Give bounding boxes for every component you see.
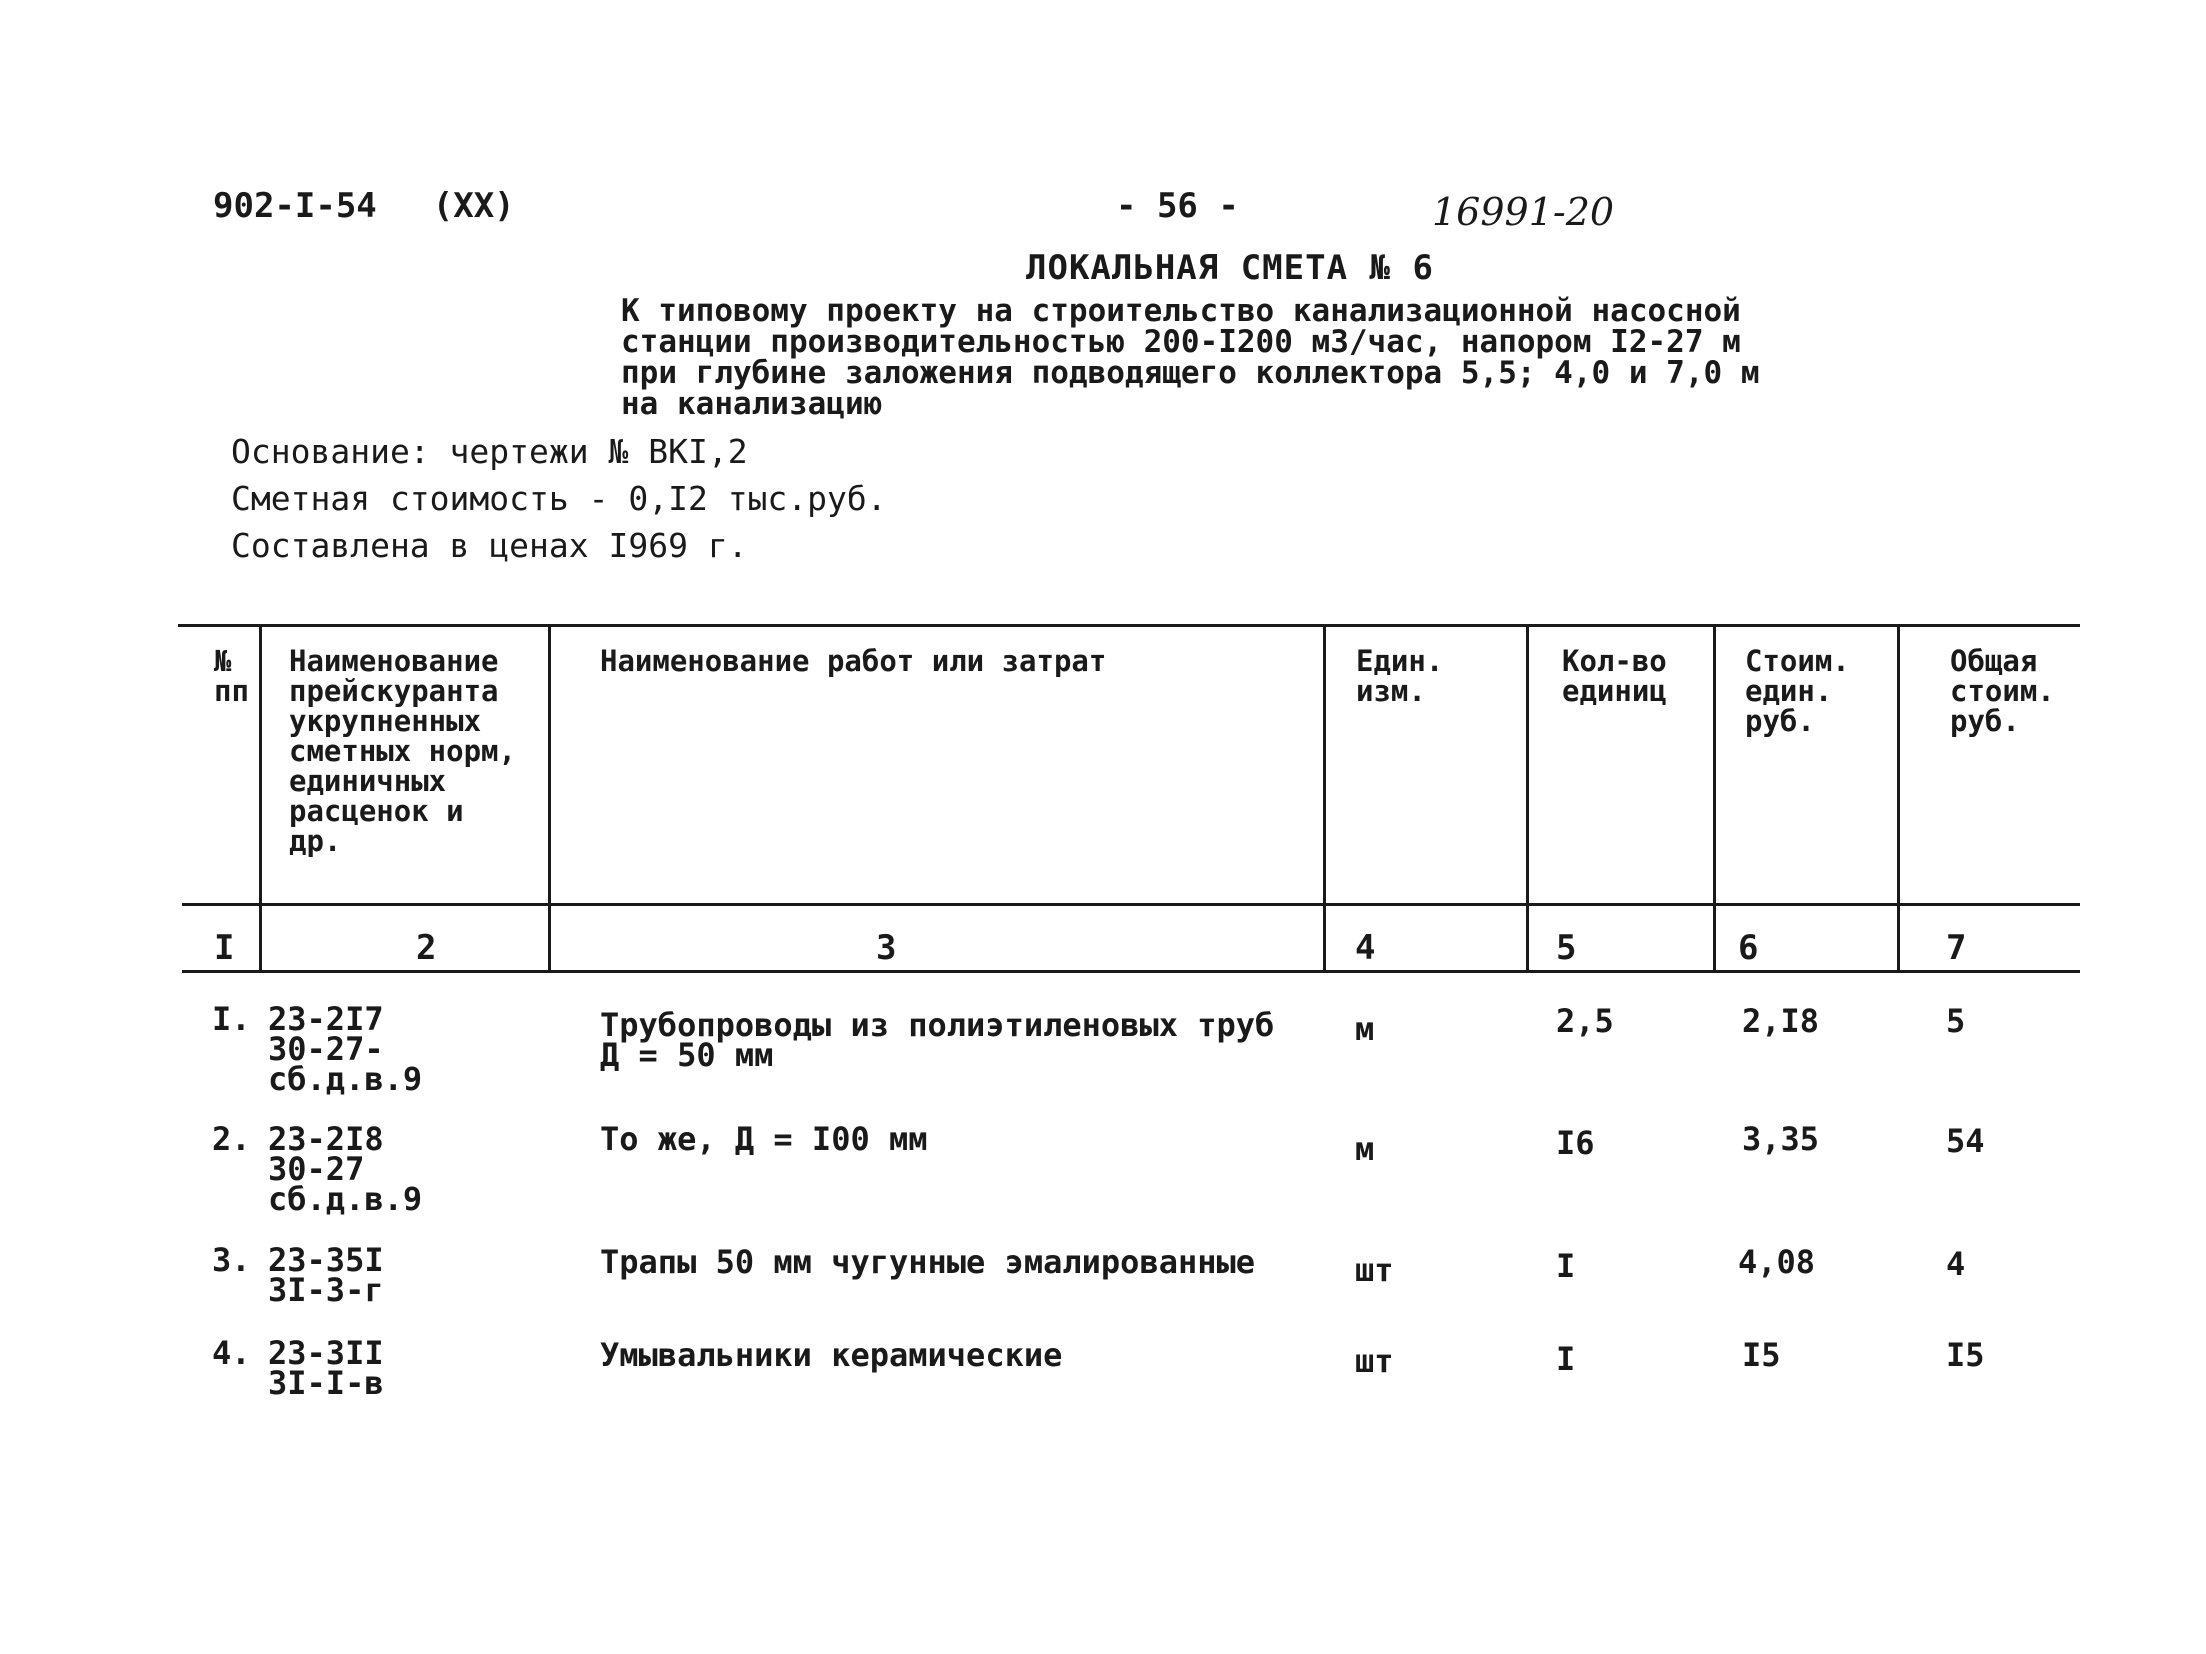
table-top-rule	[178, 624, 2080, 627]
row-unit: шт	[1355, 1342, 1394, 1380]
column-divider	[1713, 627, 1716, 971]
header-cell-unit: Един. изм.	[1356, 644, 1444, 708]
column-divider	[548, 627, 551, 971]
header-cell-pricelist: Наименование прейскуранта укрупненных сметных норм, единичных расценок и др.	[289, 644, 516, 858]
header-cell-quantity: Кол-во единиц	[1562, 644, 1667, 708]
header-cell-number: № пп	[214, 644, 249, 708]
document-subtitle	[621, 293, 1760, 422]
column-number: 2	[416, 928, 437, 968]
row-name: То же, Д = I00 мм	[600, 1120, 928, 1158]
row-total: 4	[1946, 1245, 1966, 1283]
basis-text: Основание: чертежи № ВКI,2	[231, 432, 748, 471]
column-number: 4	[1355, 928, 1376, 968]
prices-text: Составлена в ценах I969 г.	[231, 526, 748, 565]
row-quantity: I	[1556, 1340, 1576, 1378]
row-quantity: 2,5	[1556, 1002, 1614, 1040]
row-number: I.	[212, 1000, 251, 1038]
row-number: 4.	[212, 1334, 251, 1372]
subtitle-line: при глубине заложения подводящего коллектора 5,5; 4,0 и 7,0 м	[621, 355, 1760, 391]
cost-text: Сметная стоимость - 0,I2 тыс.руб.	[231, 479, 887, 518]
subtitle-line: на канализацию	[621, 386, 883, 422]
column-divider	[1526, 627, 1529, 971]
row-unit-cost: I5	[1742, 1336, 1781, 1374]
row-total: 54	[1946, 1122, 1985, 1160]
subtitle-line: станции производительностью 200-I200 м3/час, напором I2-27 м	[621, 324, 1741, 360]
doc-code-roman: (XX)	[432, 186, 515, 226]
row-name: Умывальники керамические	[600, 1336, 1063, 1374]
header-cell-unit-cost: Стоим. един. руб.	[1745, 644, 1850, 738]
row-quantity: I6	[1556, 1124, 1595, 1162]
document-title: ЛОКАЛЬНАЯ СМЕТА № 6	[1026, 248, 1434, 288]
header-cell-total-cost: Общая стоим. руб.	[1950, 644, 2055, 738]
row-unit-cost: 3,35	[1742, 1120, 1820, 1158]
table-number-rule	[182, 970, 2080, 973]
row-number: 2.	[212, 1120, 251, 1158]
row-name: Трапы 50 мм чугунные эмалированные	[600, 1243, 1256, 1281]
row-unit: м	[1355, 1130, 1375, 1168]
table-header-rule	[182, 903, 2080, 906]
row-quantity: I	[1556, 1247, 1576, 1285]
page-number: - 56 -	[1116, 186, 1239, 226]
column-number: 6	[1738, 928, 1759, 968]
row-code: 23-35I 3I-3-г	[268, 1241, 384, 1309]
column-divider	[1897, 627, 1900, 971]
row-code: 23-2I7 30-27- сб.д.в.9	[268, 1000, 423, 1098]
row-code: 23-3II 3I-I-в	[268, 1334, 384, 1402]
column-number: 3	[876, 928, 897, 968]
header-cell-work-name: Наименование работ или затрат	[600, 644, 1107, 678]
row-code: 23-2I8 30-27 сб.д.в.9	[268, 1120, 423, 1218]
column-divider	[1323, 627, 1326, 971]
row-total: 5	[1946, 1002, 1966, 1040]
row-unit: м	[1355, 1010, 1375, 1048]
row-unit: шт	[1355, 1251, 1394, 1289]
row-unit-cost: 4,08	[1738, 1243, 1816, 1281]
column-number: 5	[1556, 928, 1577, 968]
column-divider	[259, 627, 262, 971]
row-total: I5	[1946, 1336, 1985, 1374]
row-unit-cost: 2,I8	[1742, 1002, 1820, 1040]
row-number: 3.	[212, 1241, 251, 1279]
handwritten-note: 16991-20	[1432, 190, 1615, 234]
doc-code-number: 902-I-54	[213, 186, 377, 226]
document-code	[213, 186, 515, 226]
subtitle-line: К типовому проекту на строительство канализационной насосной	[621, 293, 1741, 329]
row-name: Трубопроводы из полиэтиленовых труб Д = 50 мм	[600, 1006, 1275, 1074]
column-number: I	[214, 928, 235, 968]
column-number: 7	[1946, 928, 1967, 968]
